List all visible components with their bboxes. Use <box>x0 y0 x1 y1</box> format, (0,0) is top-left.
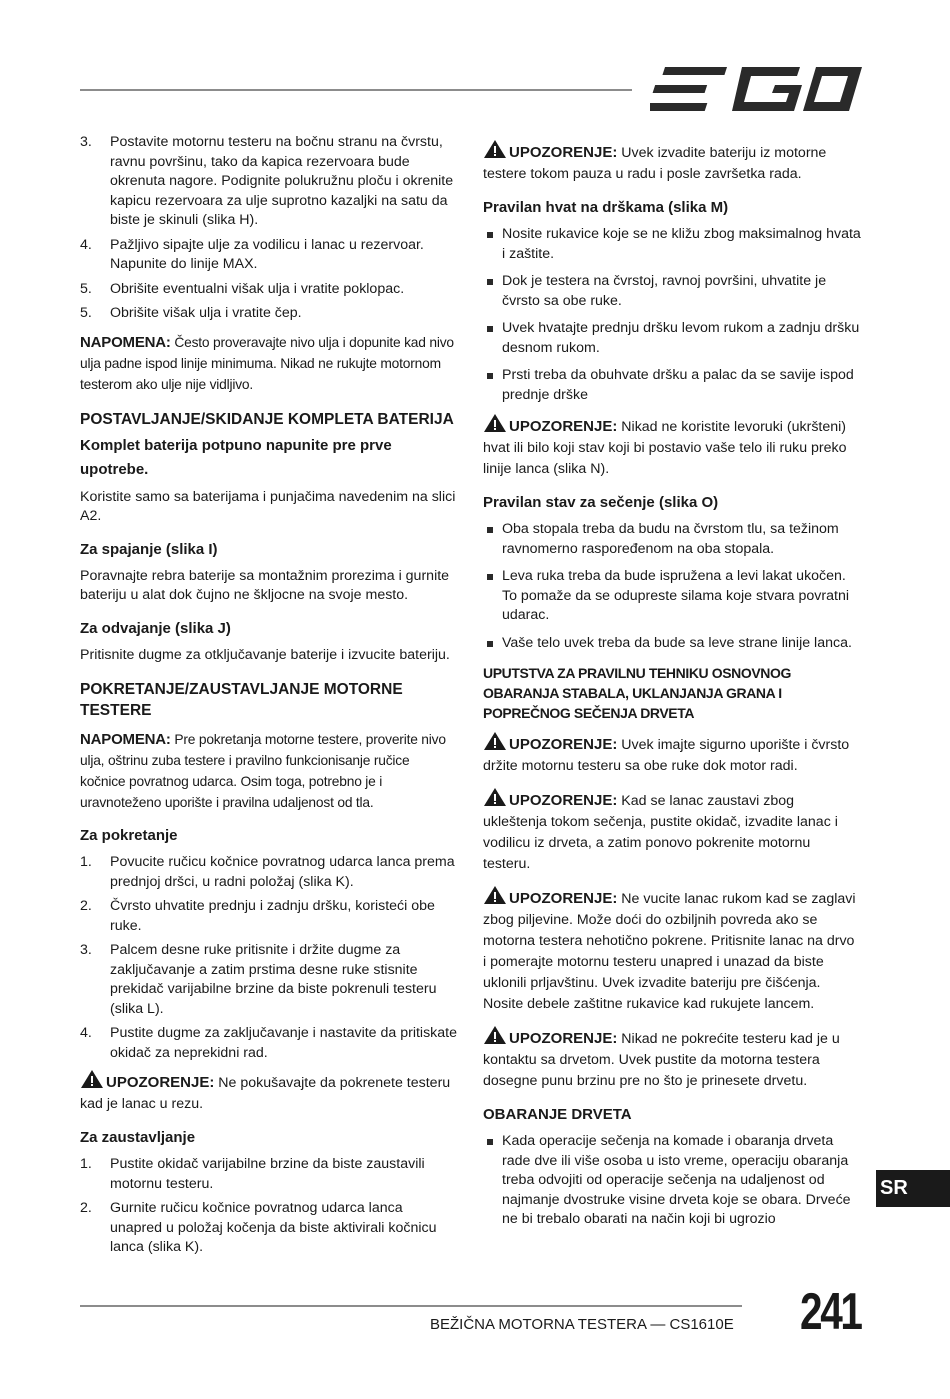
detach-text: Pritisnite dugme za otključavanje baterije i izvucite bateriju. <box>80 646 450 663</box>
warning-icon <box>80 1069 104 1089</box>
battery-text: Koristite samo sa baterijama i punjačima navedenim na slici A2. <box>80 488 456 524</box>
start-heading: Za pokretanje <box>80 827 178 844</box>
warning-footing: UPOZORENJE: Uvek imajte sigurno uporište i čvrsto držite motornu testeru sa obe ruke dok motor radi. <box>483 731 861 777</box>
header-rule <box>80 89 632 91</box>
warning-icon <box>483 885 507 905</box>
list-item: 3. Palcem desne ruke pritisnite i držite dugme za zaključavanje a zatim prstima desne ruke stisnite prekidač varijabilne brzine da biste pokrenuli testeru (slika L). <box>80 942 437 1017</box>
felling-heading: OBARANJE DRVETA <box>483 1106 632 1123</box>
list-item: Prsti treba da obuhvate dršku a palac da se savije ispod prednje drške <box>483 366 861 405</box>
bullet-icon <box>487 279 493 285</box>
detach-heading: Za odvajanje (slika J) <box>80 619 231 637</box>
language-tab: SR <box>876 1170 950 1207</box>
bullet-icon <box>487 527 493 533</box>
felling-list <box>483 1132 861 1230</box>
bullet-icon <box>487 373 493 379</box>
attach-heading: Za spajanje (slika I) <box>80 540 218 558</box>
warning-wood-contact: UPOZORENJE: Nikad ne pokrećite testeru kad je u kontaktu sa drvetom. Uvek pustite da motorna testera dosegne punu brzinu pre no što je prinesete drvetu. <box>483 1025 861 1092</box>
warning-icon <box>483 787 507 807</box>
list-item: Nosite rukavice koje se ne kližu zbog maksimalnog hvata i zaštite. <box>483 225 861 264</box>
right-column <box>483 133 861 1238</box>
battery-heading: POSTAVLJANJE/SKIDANJE KOMPLETA BATERIJA <box>80 410 454 428</box>
warning-icon <box>483 139 507 159</box>
list-item: 5. Obrišite eventualni višak ulja i vratite poklopac. <box>80 280 405 297</box>
stop-steps-list <box>80 1155 458 1258</box>
grip-heading: Pravilan hvat na drškama (slika M) <box>483 199 729 216</box>
warning-cross-hand: UPOZORENJE: Nikad ne koristite levoruki (ukršteni) hvat ili bilo koji stav koji bi postavio vaše telo ili ruku preko linije lanca (slika N). <box>483 413 861 480</box>
battery-subheading: Komplet baterija potpuno napunite pre prve upotrebe. <box>80 436 392 478</box>
bullet-icon <box>487 326 493 332</box>
page-number: 241 <box>800 1283 861 1341</box>
start-stop-heading: POKRETANJE/ZAUSTAVLJANJE MOTORNE TESTERE <box>80 681 403 719</box>
list-item: Oba stopala treba da budu na čvrstom tlu, sa težinom ravnomerno raspoređenom na oba stopala. <box>483 520 861 559</box>
list-item: Uvek hvatajte prednju dršku levom rukom a zadnju dršku desnom rukom. <box>483 319 861 358</box>
list-item: 4. Pažljivo sipajte ulje za vodilicu i lanac u rezervoar. Napunite do linije MAX. <box>80 236 424 272</box>
attach-text: Poravnajte rebra baterije sa montažnim prorezima i gurnite bateriju u alat dok čujno ne škljocne na svoje mesto. <box>80 567 450 603</box>
list-item: Dok je testera na čvrstoj, ravnoj površini, uhvatite je čvrsto sa obe ruke. <box>483 272 861 311</box>
list-item: 4. Pustite dugme za zaključavanje i nastavite da pritiskate okidač za neprekidni rad. <box>80 1025 457 1061</box>
list-item: Vaše telo uvek treba da bude sa leve strane linije lanca. <box>483 634 861 654</box>
footer-title: BEŽIČNA MOTORNA TESTERA — CS1610E <box>430 1316 734 1333</box>
left-column <box>80 133 458 1264</box>
warning-start-in-cut: UPOZORENJE: Ne pokušavajte da pokrenete testeru kad je lanac u rezu. <box>80 1069 458 1115</box>
list-item: Kada operacije sečenja na komade i obaranja drveta rade dve ili više osoba u isto vreme, operaciju obaranja treba odvojiti od operacije sečenja na udaljenost od najmanje dvostruke visine drveta koje se obara. Drveće ne bi trebalo obarati na način koji bi ugrozio <box>483 1132 861 1230</box>
bullet-icon <box>487 574 493 580</box>
list-item: 2. Čvrsto uhvatite prednju i zadnju dršku, koristeći obe ruke. <box>80 898 435 934</box>
list-item: 1. Povucite ručicu kočnice povratnog udarca lanca prema prednjoj dršci, u radni položaj (slika K). <box>80 854 455 890</box>
footer-rule <box>80 1305 742 1307</box>
list-item: 5. Obrišite višak ulja i vratite čep. <box>80 305 302 321</box>
oil-steps-list <box>80 133 458 324</box>
stance-heading: Pravilan stav za sečenje (slika O) <box>483 494 719 511</box>
warning-pinched-chain: UPOZORENJE: Kad se lanac zaustavi zbog ukleštenja tokom sečenja, pustite okidač, izvadite lanac i vodilicu iz drveta, a zatim ponovo pokrenite motornu testeru. <box>483 787 861 875</box>
start-note: NAPOMENA: Pre pokretanja motorne testere, proverite nivo ulja, oštrinu zuba testere i pravilno funkcionisanje ručice kočnice povratnog udarca. Osim toga, potrebno je i uravnoteženo uporište i pravilna udaljenost od tla. <box>80 731 446 810</box>
oil-note: NAPOMENA: Često proveravajte nivo ulja i dopunite kad nivo ulja padne ispod linije minimuma. Nikad ne rukujte motornom testerom ako ulje nije vidljivo. <box>80 333 454 392</box>
stance-list <box>483 520 861 653</box>
warning-sawdust: UPOZORENJE: Ne vucite lanac rukom kad se zaglavi zbog piljevine. Može doći do ozbiljnih povreda ako se motorna testera nehotično pokrene. Pritisnite lanac na drvo i pomerajte motornu testeru unapred i unazad da biste uklonili prljavštinu. Uvek izvadite bateriju pre čišćenja. Nosite debele zaštitne rukavice kad rukujete lancem. <box>483 885 861 1015</box>
ego-logo <box>650 64 862 114</box>
bullet-icon <box>487 1139 493 1145</box>
list-item: Leva ruka treba da bude ispružena a levi lakat ukočen. To pomaže da se odupreste silama koje stvara povratni udarac. <box>483 567 861 626</box>
warning-remove-battery: UPOZORENJE: Uvek izvadite bateriju iz motorne testere tokom pauza u radu i posle završetka rada. <box>483 139 861 185</box>
start-steps-list <box>80 853 458 1063</box>
technique-heading: UPUTSTVA ZA PRAVILNU TEHNIKU OSNOVNOG OBARANJA STABALA, UKLANJANJA GRANA I POPREČNOG SEČENJA DRVETA <box>483 665 791 721</box>
stop-heading: Za zaustavljanje <box>80 1129 196 1146</box>
list-item: 3. Postavite motornu testeru na bočnu stranu na čvrstu, ravnu površinu, tako da kapica rezervoara bude okrenuta nagore. Podignite polukružnu ploču i okrenite kapicu rezervoara za ulje suprotno kazaljki na satu da biste je skinuli (slika H). <box>80 134 454 228</box>
bullet-icon <box>487 232 493 238</box>
warning-icon <box>483 731 507 751</box>
warning-icon <box>483 1025 507 1045</box>
warning-icon <box>483 413 507 433</box>
grip-list <box>483 225 861 405</box>
list-item: 2. Gurnite ručicu kočnice povratnog udarca lanca unapred u položaj kočenja da biste aktivirali kočnicu lanca (slika K). <box>80 1200 437 1255</box>
list-item: 1. Pustite okidač varijabilne brzine da biste zaustavili motornu testeru. <box>80 1156 425 1192</box>
bullet-icon <box>487 641 493 647</box>
